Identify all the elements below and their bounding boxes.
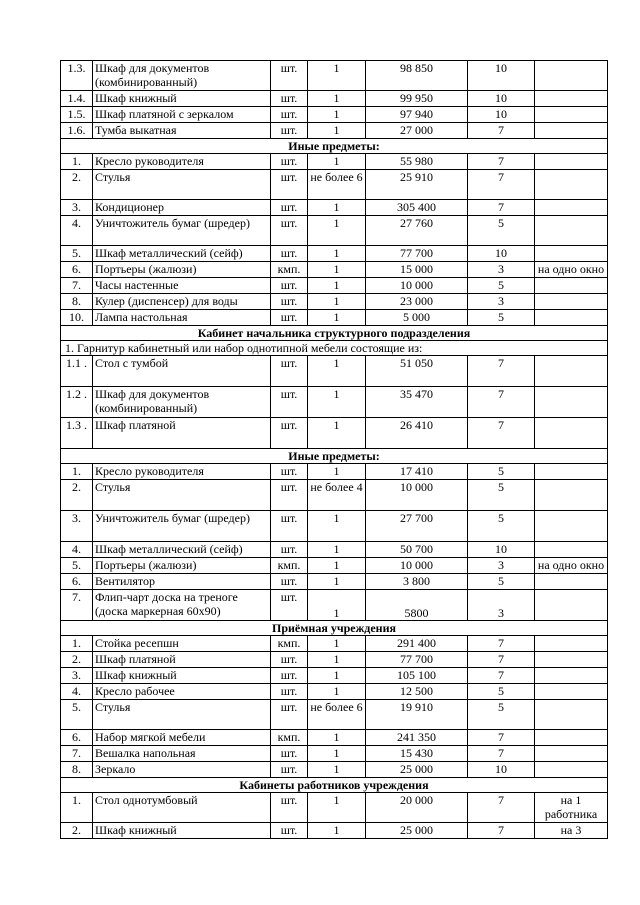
item-number: 8.	[61, 762, 93, 778]
item-service-years: 5	[468, 700, 535, 730]
item-note	[535, 356, 608, 387]
item-quantity: 1	[308, 542, 366, 558]
table-row	[61, 652, 608, 668]
table-row	[61, 636, 608, 652]
table-row	[61, 464, 608, 480]
item-number: 2.	[61, 170, 93, 200]
item-note	[535, 746, 608, 762]
item-quantity: 1	[308, 154, 366, 170]
table-row	[61, 310, 608, 326]
table-row	[61, 123, 608, 139]
item-price: 27 760	[366, 216, 468, 246]
section-header-row	[61, 326, 608, 341]
item-unit: кмп.	[271, 558, 308, 574]
item-name: Набор мягкой мебели	[93, 730, 271, 746]
item-number: 1.6.	[61, 123, 93, 139]
item-service-years: 5	[468, 511, 535, 542]
item-quantity: 1	[308, 590, 366, 621]
item-note	[535, 154, 608, 170]
item-quantity: 1	[308, 200, 366, 216]
item-name: Портьеры (жалюзи)	[93, 558, 271, 574]
item-name: Шкаф платяной	[93, 418, 271, 449]
item-note	[535, 636, 608, 652]
item-note	[535, 762, 608, 778]
item-number: 1.2 .	[61, 387, 93, 418]
item-note	[535, 107, 608, 123]
item-number: 4.	[61, 216, 93, 246]
item-name: Флип-чарт доска на треноге (доска маркерная 60х90)	[93, 590, 271, 621]
item-name: Стулья	[93, 480, 271, 511]
item-note	[535, 200, 608, 216]
item-name: Зеркало	[93, 762, 271, 778]
item-service-years: 7	[468, 823, 535, 839]
section-title: Иные предметы:	[61, 449, 608, 464]
item-quantity: 1	[308, 746, 366, 762]
item-service-years: 3	[468, 558, 535, 574]
item-number: 1.5.	[61, 107, 93, 123]
item-quantity: не более 6	[308, 170, 366, 200]
item-name: Тумба выкатная	[93, 123, 271, 139]
item-name: Уничтожитель бумаг (шредер)	[93, 511, 271, 542]
item-unit: шт.	[271, 216, 308, 246]
item-unit: шт.	[271, 542, 308, 558]
item-price: 35 470	[366, 387, 468, 418]
item-service-years: 7	[468, 652, 535, 668]
item-name: Кресло руководителя	[93, 154, 271, 170]
item-name: Вешалка напольная	[93, 746, 271, 762]
item-quantity: 1	[308, 684, 366, 700]
item-service-years: 5	[468, 278, 535, 294]
item-price: 291 400	[366, 636, 468, 652]
item-unit: шт.	[271, 700, 308, 730]
item-service-years: 3	[468, 262, 535, 278]
item-unit: шт.	[271, 200, 308, 216]
item-note	[535, 387, 608, 418]
table-row	[61, 542, 608, 558]
item-number: 6.	[61, 262, 93, 278]
subsection-title: 1. Гарнитур кабинетный или набор однотипной мебели состоящие из:	[61, 341, 608, 356]
item-unit: шт.	[271, 823, 308, 839]
table-row	[61, 762, 608, 778]
item-quantity: 1	[308, 216, 366, 246]
item-number: 1.	[61, 464, 93, 480]
item-service-years: 5	[468, 464, 535, 480]
item-number: 3.	[61, 200, 93, 216]
item-name: Стулья	[93, 700, 271, 730]
item-name: Кресло руководителя	[93, 464, 271, 480]
table-row	[61, 730, 608, 746]
item-quantity: 1	[308, 246, 366, 262]
item-note	[535, 730, 608, 746]
item-number: 6.	[61, 574, 93, 590]
subsection-row	[61, 341, 608, 356]
item-service-years: 7	[468, 154, 535, 170]
item-number: 1.1 .	[61, 356, 93, 387]
item-note	[535, 590, 608, 621]
table-row	[61, 61, 608, 91]
item-number: 7.	[61, 590, 93, 621]
item-note	[535, 310, 608, 326]
item-service-years: 7	[468, 730, 535, 746]
item-unit: шт.	[271, 278, 308, 294]
item-price: 17 410	[366, 464, 468, 480]
item-price: 5 000	[366, 310, 468, 326]
table-row	[61, 246, 608, 262]
item-note	[535, 668, 608, 684]
item-name: Стойка ресепшн	[93, 636, 271, 652]
item-note	[535, 684, 608, 700]
table-row	[61, 107, 608, 123]
item-quantity: 1	[308, 730, 366, 746]
item-note: на 3	[535, 823, 608, 839]
section-header-row	[61, 449, 608, 464]
item-quantity: 1	[308, 558, 366, 574]
item-quantity: 1	[308, 310, 366, 326]
item-price: 10 000	[366, 480, 468, 511]
item-note	[535, 418, 608, 449]
item-number: 8.	[61, 294, 93, 310]
item-name: Портьеры (жалюзи)	[93, 262, 271, 278]
item-price: 12 500	[366, 684, 468, 700]
item-note: на одно окно	[535, 262, 608, 278]
table-row	[61, 590, 608, 621]
item-service-years: 3	[468, 294, 535, 310]
item-name: Шкаф платяной	[93, 652, 271, 668]
item-note: на одно окно	[535, 558, 608, 574]
item-price: 105 100	[366, 668, 468, 684]
table-row	[61, 154, 608, 170]
item-service-years: 7	[468, 200, 535, 216]
item-quantity: 1	[308, 262, 366, 278]
item-unit: шт.	[271, 684, 308, 700]
item-service-years: 10	[468, 61, 535, 91]
item-price: 99 950	[366, 91, 468, 107]
item-quantity: 1	[308, 294, 366, 310]
item-number: 1.3.	[61, 61, 93, 91]
item-price: 25 000	[366, 762, 468, 778]
item-number: 1.	[61, 154, 93, 170]
item-price: 305 400	[366, 200, 468, 216]
item-price: 3 800	[366, 574, 468, 590]
table-row	[61, 700, 608, 730]
table-row	[61, 200, 608, 216]
item-service-years: 10	[468, 762, 535, 778]
table-row	[61, 387, 608, 418]
item-number: 7.	[61, 746, 93, 762]
item-unit: шт.	[271, 387, 308, 418]
item-quantity: 1	[308, 61, 366, 91]
item-quantity: 1	[308, 387, 366, 418]
item-name: Уничтожитель бумаг (шредер)	[93, 216, 271, 246]
item-service-years: 7	[468, 123, 535, 139]
item-name: Шкаф платяной с зеркалом	[93, 107, 271, 123]
item-note	[535, 294, 608, 310]
item-unit: шт.	[271, 746, 308, 762]
item-number: 5.	[61, 558, 93, 574]
item-service-years: 7	[468, 746, 535, 762]
item-name: Стол однотумбовый	[93, 793, 271, 823]
item-note	[535, 61, 608, 91]
item-unit: шт.	[271, 123, 308, 139]
item-price: 97 940	[366, 107, 468, 123]
table-row	[61, 793, 608, 823]
table-row	[61, 746, 608, 762]
item-price: 98 850	[366, 61, 468, 91]
item-unit: шт.	[271, 246, 308, 262]
item-service-years: 7	[468, 793, 535, 823]
item-number: 5.	[61, 246, 93, 262]
table-row	[61, 511, 608, 542]
item-unit: кмп.	[271, 262, 308, 278]
item-price: 23 000	[366, 294, 468, 310]
item-number: 3.	[61, 511, 93, 542]
item-name: Шкаф для документов (комбинированный)	[93, 61, 271, 91]
furniture-norms-table	[60, 60, 608, 839]
item-note	[535, 652, 608, 668]
item-note	[535, 511, 608, 542]
item-number: 2.	[61, 823, 93, 839]
item-note	[535, 700, 608, 730]
item-number: 6.	[61, 730, 93, 746]
item-unit: шт.	[271, 511, 308, 542]
item-unit: шт.	[271, 356, 308, 387]
item-name: Стулья	[93, 170, 271, 200]
item-note	[535, 170, 608, 200]
item-note	[535, 216, 608, 246]
item-quantity: 1	[308, 823, 366, 839]
item-quantity: 1	[308, 107, 366, 123]
item-price: 10 000	[366, 558, 468, 574]
item-service-years: 10	[468, 107, 535, 123]
item-name: Шкаф книжный	[93, 91, 271, 107]
item-unit: шт.	[271, 464, 308, 480]
table-body	[61, 61, 608, 839]
item-quantity: 1	[308, 123, 366, 139]
item-price: 19 910	[366, 700, 468, 730]
item-service-years: 7	[468, 356, 535, 387]
item-price: 25 000	[366, 823, 468, 839]
item-number: 4.	[61, 684, 93, 700]
item-quantity: 1	[308, 91, 366, 107]
item-quantity: 1	[308, 762, 366, 778]
item-service-years: 7	[468, 636, 535, 652]
item-unit: шт.	[271, 107, 308, 123]
item-number: 4.	[61, 542, 93, 558]
item-unit: шт.	[271, 91, 308, 107]
item-unit: шт.	[271, 294, 308, 310]
item-name: Лампа настольная	[93, 310, 271, 326]
item-note	[535, 542, 608, 558]
item-name: Шкаф книжный	[93, 823, 271, 839]
item-number: 2.	[61, 480, 93, 511]
item-quantity: 1	[308, 278, 366, 294]
item-name: Кулер (диспенсер) для воды	[93, 294, 271, 310]
item-price: 50 700	[366, 542, 468, 558]
table-row	[61, 574, 608, 590]
item-price: 15 430	[366, 746, 468, 762]
item-service-years: 7	[468, 668, 535, 684]
item-note	[535, 574, 608, 590]
item-price: 5800	[366, 590, 468, 621]
item-unit: кмп.	[271, 636, 308, 652]
table-row	[61, 278, 608, 294]
section-header-row	[61, 621, 608, 636]
section-header-row	[61, 139, 608, 154]
item-price: 27 000	[366, 123, 468, 139]
item-number: 3.	[61, 668, 93, 684]
item-price: 51 050	[366, 356, 468, 387]
item-unit: шт.	[271, 480, 308, 511]
item-price: 10 000	[366, 278, 468, 294]
item-service-years: 10	[468, 246, 535, 262]
item-quantity: 1	[308, 356, 366, 387]
item-note	[535, 246, 608, 262]
item-quantity: 1	[308, 793, 366, 823]
item-number: 7.	[61, 278, 93, 294]
table-row	[61, 823, 608, 839]
item-service-years: 10	[468, 91, 535, 107]
item-service-years: 10	[468, 542, 535, 558]
item-number: 1.3 .	[61, 418, 93, 449]
item-quantity: 1	[308, 418, 366, 449]
item-service-years: 7	[468, 170, 535, 200]
item-unit: шт.	[271, 418, 308, 449]
item-number: 1.4.	[61, 91, 93, 107]
table-row	[61, 356, 608, 387]
table-row	[61, 91, 608, 107]
item-unit: шт.	[271, 793, 308, 823]
item-note	[535, 123, 608, 139]
item-service-years: 5	[468, 684, 535, 700]
item-service-years: 5	[468, 574, 535, 590]
item-price: 241 350	[366, 730, 468, 746]
section-header-row	[61, 778, 608, 793]
item-price: 77 700	[366, 652, 468, 668]
item-quantity: 1	[308, 464, 366, 480]
table-row	[61, 262, 608, 278]
item-name: Часы настенные	[93, 278, 271, 294]
item-number: 1.	[61, 793, 93, 823]
item-unit: кмп.	[271, 730, 308, 746]
item-price: 20 000	[366, 793, 468, 823]
item-name: Шкаф для документов (комбинированный)	[93, 387, 271, 418]
item-quantity: 1	[308, 574, 366, 590]
item-quantity: 1	[308, 511, 366, 542]
item-name: Шкаф металлический (сейф)	[93, 246, 271, 262]
item-quantity: 1	[308, 668, 366, 684]
item-name: Стол с тумбой	[93, 356, 271, 387]
section-title: Кабинет начальника структурного подразделения	[61, 326, 608, 341]
item-quantity: не более 6	[308, 700, 366, 730]
item-number: 2.	[61, 652, 93, 668]
item-unit: шт.	[271, 762, 308, 778]
item-unit: шт.	[271, 170, 308, 200]
item-unit: шт.	[271, 590, 308, 621]
item-unit: шт.	[271, 61, 308, 91]
item-unit: шт.	[271, 310, 308, 326]
item-price: 26 410	[366, 418, 468, 449]
item-price: 77 700	[366, 246, 468, 262]
table-row	[61, 684, 608, 700]
item-service-years: 7	[468, 387, 535, 418]
item-unit: шт.	[271, 154, 308, 170]
item-service-years: 7	[468, 418, 535, 449]
item-price: 15 000	[366, 262, 468, 278]
section-title: Кабинеты работников учреждения	[61, 778, 608, 793]
item-unit: шт.	[271, 668, 308, 684]
table-row	[61, 216, 608, 246]
item-number: 5.	[61, 700, 93, 730]
item-service-years: 5	[468, 310, 535, 326]
table-row	[61, 480, 608, 511]
item-number: 10.	[61, 310, 93, 326]
item-service-years: 5	[468, 216, 535, 246]
item-name: Вентилятор	[93, 574, 271, 590]
item-price: 27 700	[366, 511, 468, 542]
item-price: 55 980	[366, 154, 468, 170]
item-quantity: не более 4	[308, 480, 366, 511]
item-quantity: 1	[308, 636, 366, 652]
table-row	[61, 558, 608, 574]
item-name: Кресло рабочее	[93, 684, 271, 700]
item-note	[535, 278, 608, 294]
section-title: Иные предметы:	[61, 139, 608, 154]
table-row	[61, 170, 608, 200]
table-row	[61, 668, 608, 684]
item-note	[535, 464, 608, 480]
item-note: на 1 работника	[535, 793, 608, 823]
item-unit: шт.	[271, 574, 308, 590]
item-note	[535, 480, 608, 511]
item-name: Шкаф металлический (сейф)	[93, 542, 271, 558]
item-service-years: 5	[468, 480, 535, 511]
item-price: 25 910	[366, 170, 468, 200]
item-name: Кондиционер	[93, 200, 271, 216]
item-name: Шкаф книжный	[93, 668, 271, 684]
item-quantity: 1	[308, 652, 366, 668]
section-title: Приёмная учреждения	[61, 621, 608, 636]
item-unit: шт.	[271, 652, 308, 668]
item-note	[535, 91, 608, 107]
item-service-years: 3	[468, 590, 535, 621]
table-row	[61, 418, 608, 449]
item-number: 1.	[61, 636, 93, 652]
table-row	[61, 294, 608, 310]
